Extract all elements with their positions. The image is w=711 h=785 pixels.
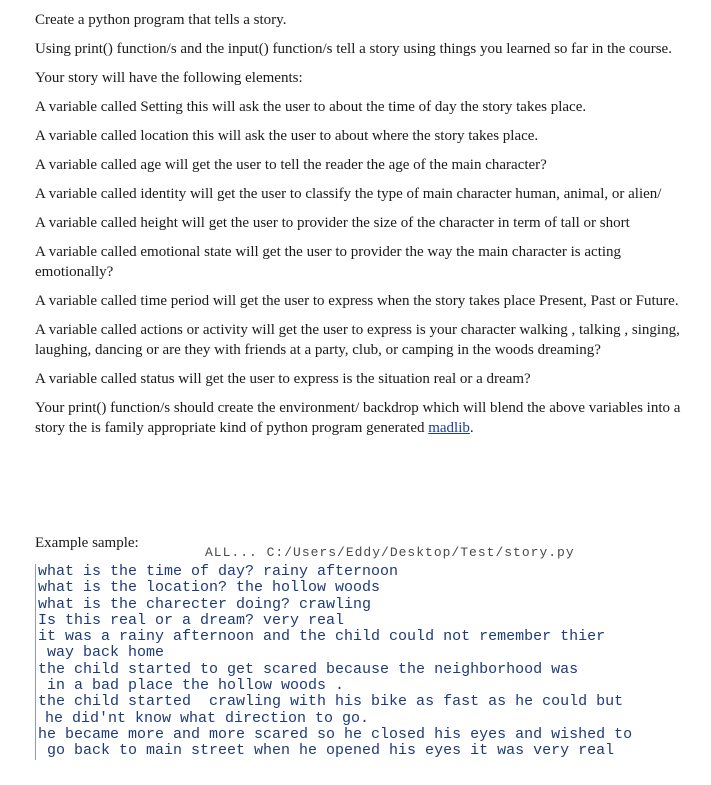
madlib-link[interactable]: madlib	[428, 420, 470, 436]
final-text: Your print() function/s should create the environment/ backdrop which will blend the above variables into a story the is family appropriate kind of python program generated	[35, 400, 681, 436]
console-line: what is the location? the hollow woods	[35, 580, 675, 596]
example-label: Example sample:	[35, 535, 139, 551]
final-period: .	[469, 420, 474, 436]
paragraph-height: A variable called height will get the user to provider the size of the character in term of tall or short	[35, 215, 630, 231]
assignment-text	[35, 10, 695, 447]
paragraph-identity: A variable called identity will get the user to classify the type of main character human, animal, or alien/	[35, 186, 662, 202]
paragraph-setting: A variable called Setting this will ask the user to about the time of day the story takes place.	[35, 99, 587, 115]
console-line: what is the charecter doing? crawling	[35, 597, 675, 613]
paragraph-actions: A variable called actions or activity will get the user to express is your character walking , talking , singing, laughing, dancing or are they with friends at a party, club, or camping in the woods dreaming?	[35, 322, 680, 358]
console-line: he became more and more scared so he closed his eyes and wished to	[35, 727, 675, 743]
paragraph-title: Create a python program that tells a story.	[35, 12, 287, 28]
paragraph-emotional-state: A variable called emotional state will get the user to provider the way the main character is acting emotionally?	[35, 244, 622, 280]
console-line: it was a rainy afternoon and the child could not remember thier	[35, 629, 675, 645]
paragraph-time-period: A variable called time period will get the user to express when the story takes place Present, Past or Future.	[35, 293, 679, 309]
console-line-continuation: in a bad place the hollow woods .	[35, 678, 675, 694]
paragraph-instructions: Using print() function/s and the input() function/s tell a story using things you learned so far in the course.	[35, 41, 672, 57]
paragraph-status: A variable called status will get the user to express is the situation real or a dream?	[35, 371, 531, 387]
console-line-continuation: way back home	[35, 645, 675, 661]
paragraph-elements-intro: Your story will have the following elements:	[35, 70, 303, 86]
console-line-continuation: go back to main street when he opened his eyes it was very real	[35, 743, 675, 759]
paragraph-final	[35, 398, 695, 438]
console-line: what is the time of day? rainy afternoon	[35, 564, 675, 580]
console-line-continuation: he did'nt know what direction to go.	[35, 711, 675, 727]
paragraph-age: A variable called age will get the user to tell the reader the age of the main character?	[35, 157, 547, 173]
console-line: Is this real or a dream? very real	[35, 613, 675, 629]
console-clipped-header: ALL... C:/Users/Eddy/Desktop/Test/story.py	[205, 545, 575, 560]
console-line: the child started to get scared because the neighborhood was	[35, 662, 675, 678]
console-line: the child started crawling with his bike as fast as he could but	[35, 694, 675, 710]
console-output-screenshot	[35, 545, 675, 766]
paragraph-location: A variable called location this will ask the user to about where the story takes place.	[35, 128, 539, 144]
